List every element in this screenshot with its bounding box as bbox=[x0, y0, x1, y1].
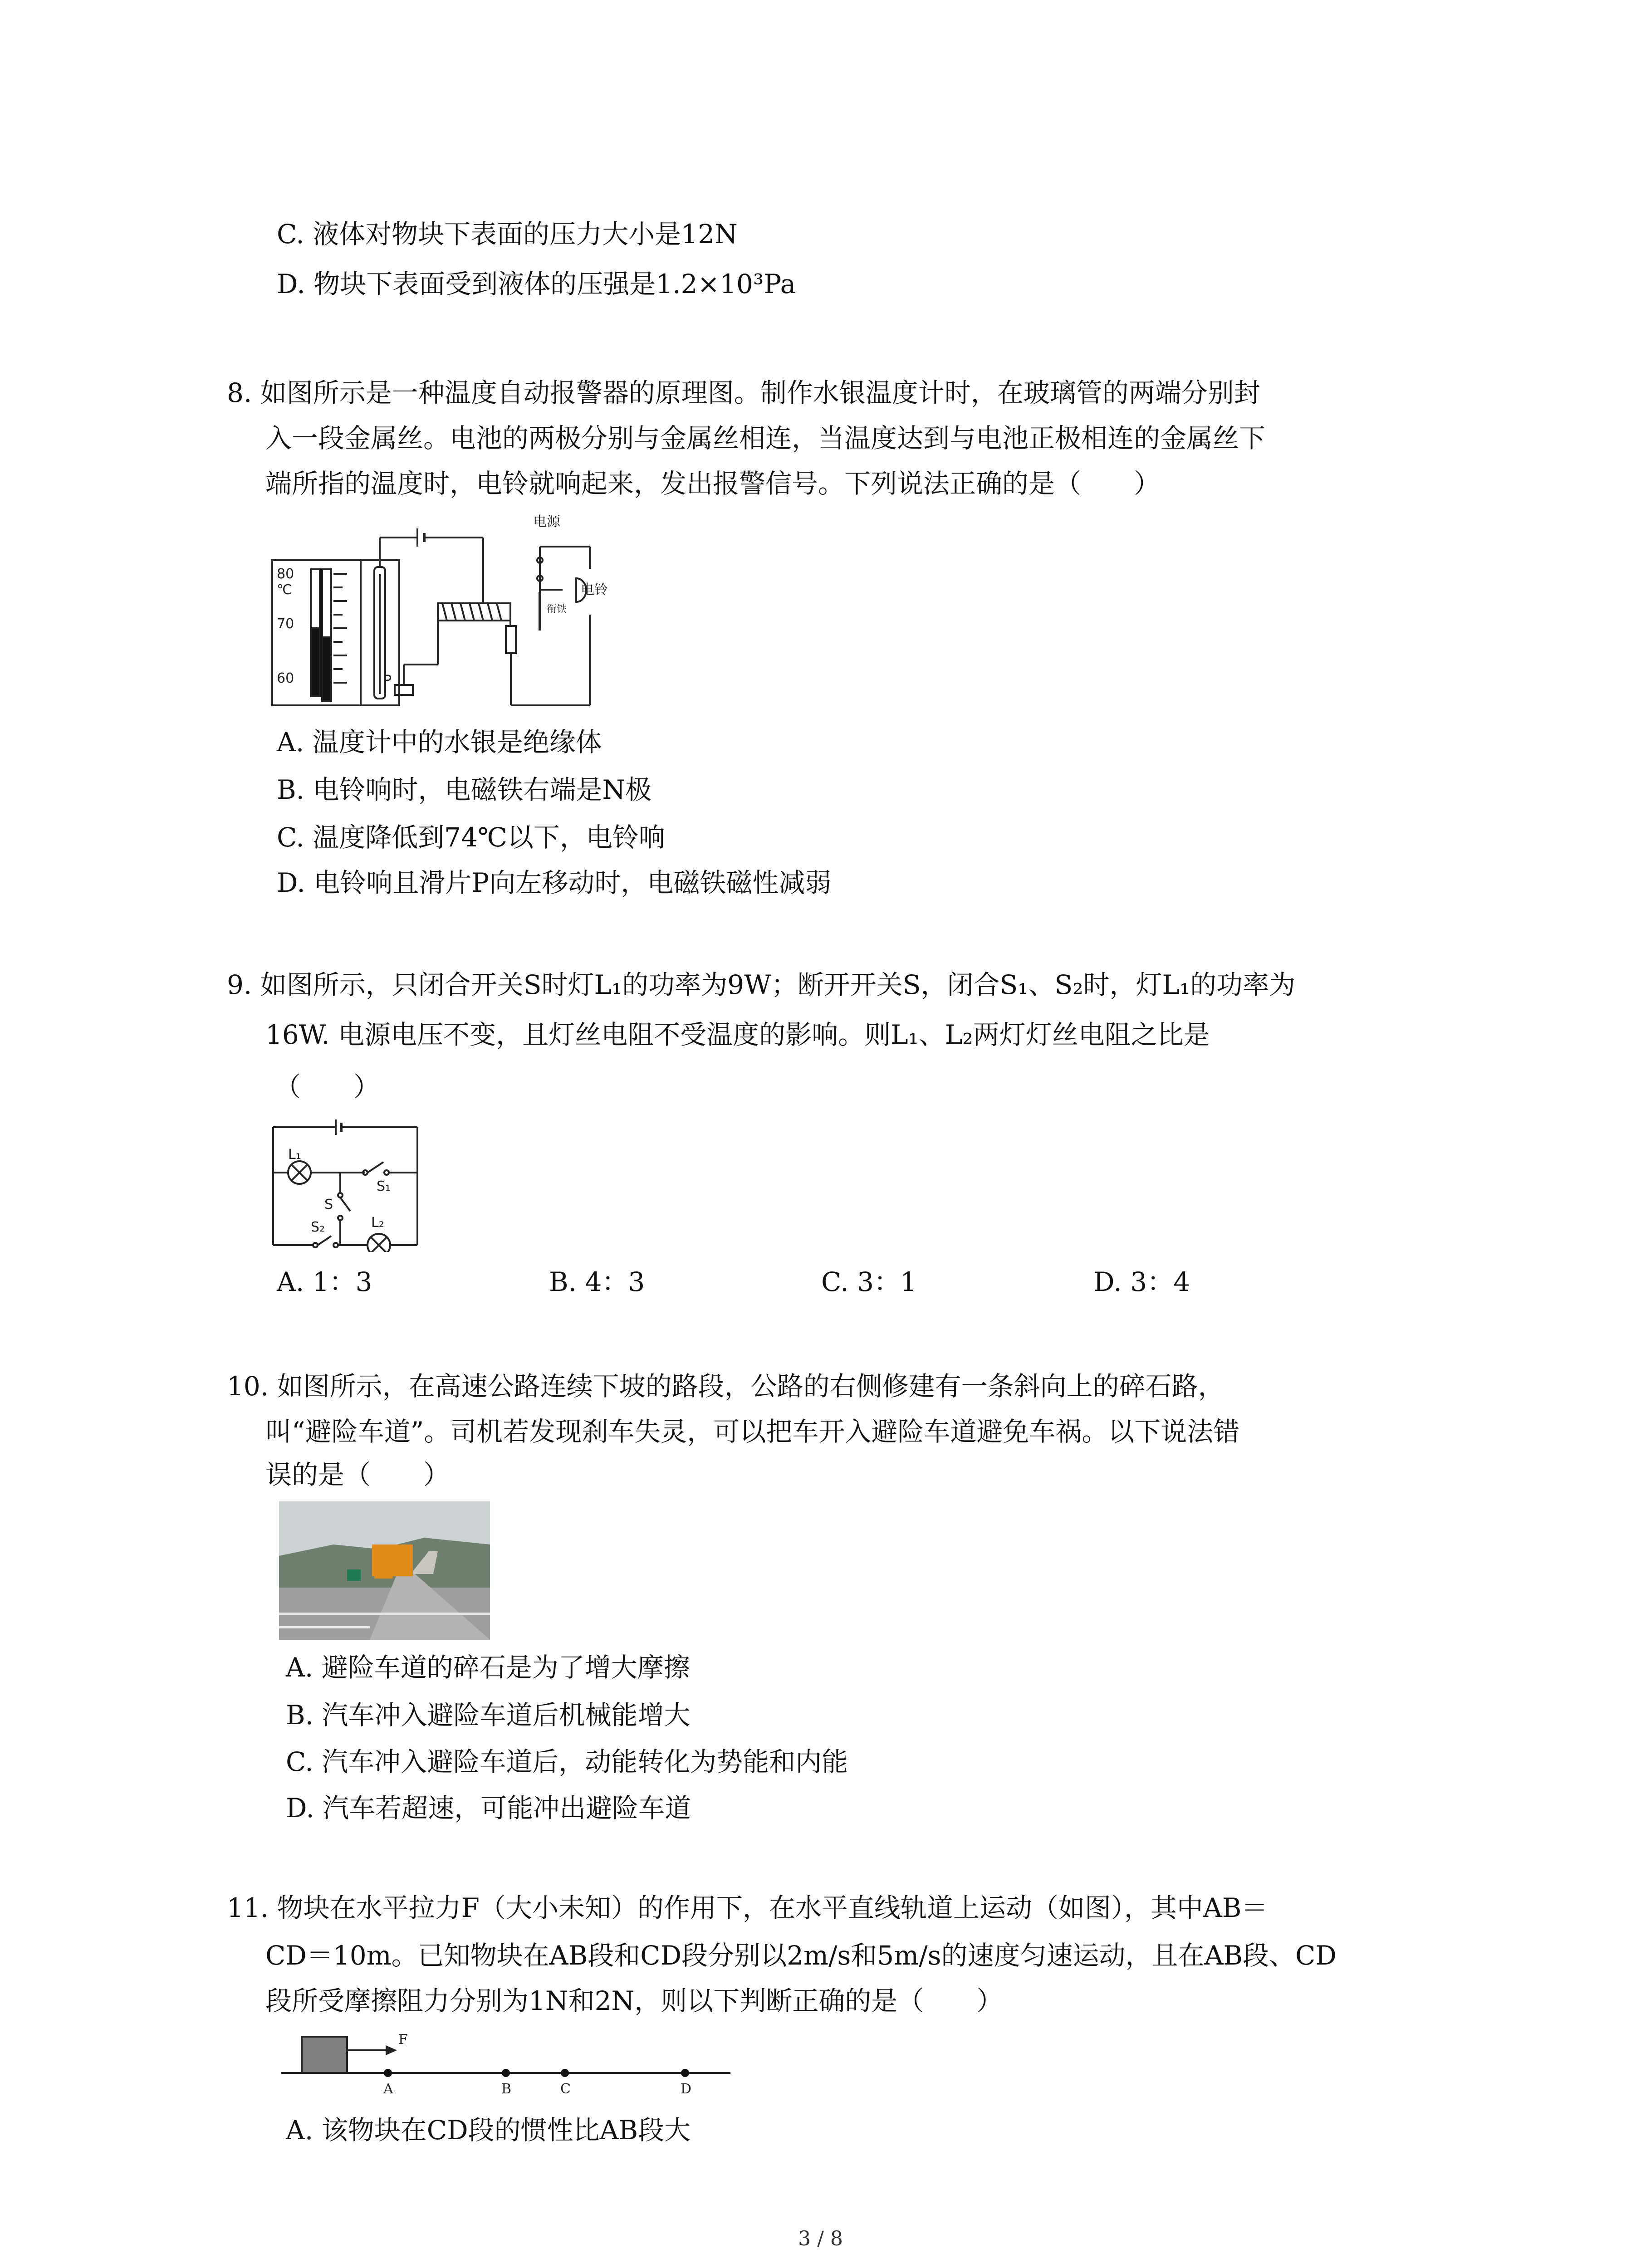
q11-text-line-2: CD＝10m。已知物块在AB段和CD段分别以2m/s和5m/s的速度匀速运动，且在AB段、CD bbox=[265, 1940, 1337, 1971]
q9-option-a: A. 1：3 bbox=[277, 1266, 372, 1297]
q11-label-c: C bbox=[560, 2081, 571, 2097]
q9-label-s1: S₁ bbox=[377, 1178, 391, 1194]
q8-text-line-3: 端所指的温度时，电铃就响起来，发出报警信号。下列说法正确的是（ ） bbox=[265, 468, 1161, 499]
q9-label-s: S bbox=[324, 1197, 333, 1212]
q8-label-60: 60 bbox=[277, 670, 294, 686]
q8-option-c: C. 温度降低到74℃以下，电铃响 bbox=[277, 822, 665, 853]
q11-label-a: A bbox=[383, 2081, 393, 2097]
q9-text-line-3: （ ） bbox=[274, 1071, 380, 1102]
q8-text-line-2: 入一段金属丝。电池的两极分别与金属丝相连，当温度达到与电池正极相连的金属丝下 bbox=[265, 423, 1266, 454]
q7-option-c: C. 液体对物块下表面的压力大小是12N bbox=[277, 219, 738, 249]
q10-runaway-truck-ramp-photo bbox=[279, 1501, 490, 1640]
q8-option-b: B. 电铃响时，电磁铁右端是N极 bbox=[277, 774, 652, 805]
q9-option-d: D. 3：4 bbox=[1093, 1266, 1190, 1297]
q7-option-d: D. 物块下表面受到液体的压强是1.2×10³Pa bbox=[277, 269, 796, 299]
q11-point-a-marker bbox=[384, 2069, 392, 2077]
q9-circuit-diagram bbox=[268, 1116, 422, 1252]
q8-label-70: 70 bbox=[277, 616, 294, 632]
q11-label-b: B bbox=[501, 2081, 512, 2097]
q10-option-d: D. 汽车若超速，可能冲出避险车道 bbox=[286, 1793, 691, 1823]
q8-option-a: A. 温度计中的水银是绝缘体 bbox=[277, 727, 602, 758]
q11-point-d-marker bbox=[681, 2069, 689, 2077]
q9-label-l1: L₁ bbox=[288, 1147, 301, 1163]
q11-text-line-1: 11. 物块在水平拉力F（大小未知）的作用下，在水平直线轨道上运动（如图），其中AB＝ bbox=[227, 1892, 1268, 1923]
q8-text-line-1: 8. 如图所示是一种温度自动报警器的原理图。制作水银温度计时，在玻璃管的两端分别封 bbox=[227, 377, 1260, 408]
q9-label-l2: L₂ bbox=[371, 1215, 384, 1231]
q9-text-line-2: 16W. 电源电压不变，且灯丝电阻不受温度的影响。则L₁、L₂两灯灯丝电阻之比是 bbox=[265, 1019, 1210, 1050]
q10-option-b: B. 汽车冲入避险车道后机械能增大 bbox=[286, 1700, 691, 1730]
q11-text-line-3: 段所受摩擦阻力分别为1N和2N，则以下判断正确的是（ ） bbox=[265, 1985, 1003, 2016]
page-number: 3 / 8 bbox=[798, 2227, 843, 2250]
q10-text-line-1: 10. 如图所示，在高速公路连续下坡的路段，公路的右侧修建有一条斜向上的碎石路， bbox=[227, 1371, 1225, 1402]
q9-option-b: B. 4：3 bbox=[549, 1266, 645, 1297]
q11-point-c-marker bbox=[561, 2069, 569, 2077]
q8-label-p: P bbox=[383, 673, 392, 689]
q8-label-armature: 衔铁 bbox=[547, 604, 567, 615]
q8-option-d: D. 电铃响且滑片P向左移动时，电磁铁磁性减弱 bbox=[277, 867, 832, 898]
q8-label-80: 80 bbox=[277, 566, 294, 582]
q9-option-c: C. 3：1 bbox=[821, 1266, 917, 1297]
q11-option-a: A. 该物块在CD段的惯性比AB段大 bbox=[286, 2115, 691, 2146]
q10-option-c: C. 汽车冲入避险车道后，动能转化为势能和内能 bbox=[286, 1746, 848, 1777]
q11-point-b-marker bbox=[502, 2069, 510, 2077]
q8-label-bell: 电铃 bbox=[581, 582, 608, 598]
q11-label-f: F bbox=[398, 2032, 408, 2048]
q10-text-line-2: 叫“避险车道”。司机若发现刹车失灵，可以把车开入避险车道避免车祸。以下说法错 bbox=[265, 1416, 1240, 1447]
q9-text-line-1: 9. 如图所示，只闭合开关S时灯L₁的功率为9W；断开开关S，闭合S₁、S₂时，灯L₁的功率为 bbox=[227, 969, 1296, 1000]
q10-option-a: A. 避险车道的碎石是为了增大摩擦 bbox=[286, 1652, 690, 1683]
q10-text-line-3: 误的是（ ） bbox=[265, 1459, 450, 1490]
q8-label-power: 电源 bbox=[533, 514, 560, 530]
q9-label-s2: S₂ bbox=[311, 1219, 325, 1235]
q11-label-d: D bbox=[681, 2081, 692, 2097]
q8-alarm-circuit-diagram bbox=[268, 510, 612, 714]
q8-label-celsius: ℃ bbox=[277, 582, 292, 598]
q11-track-diagram bbox=[281, 2028, 735, 2109]
